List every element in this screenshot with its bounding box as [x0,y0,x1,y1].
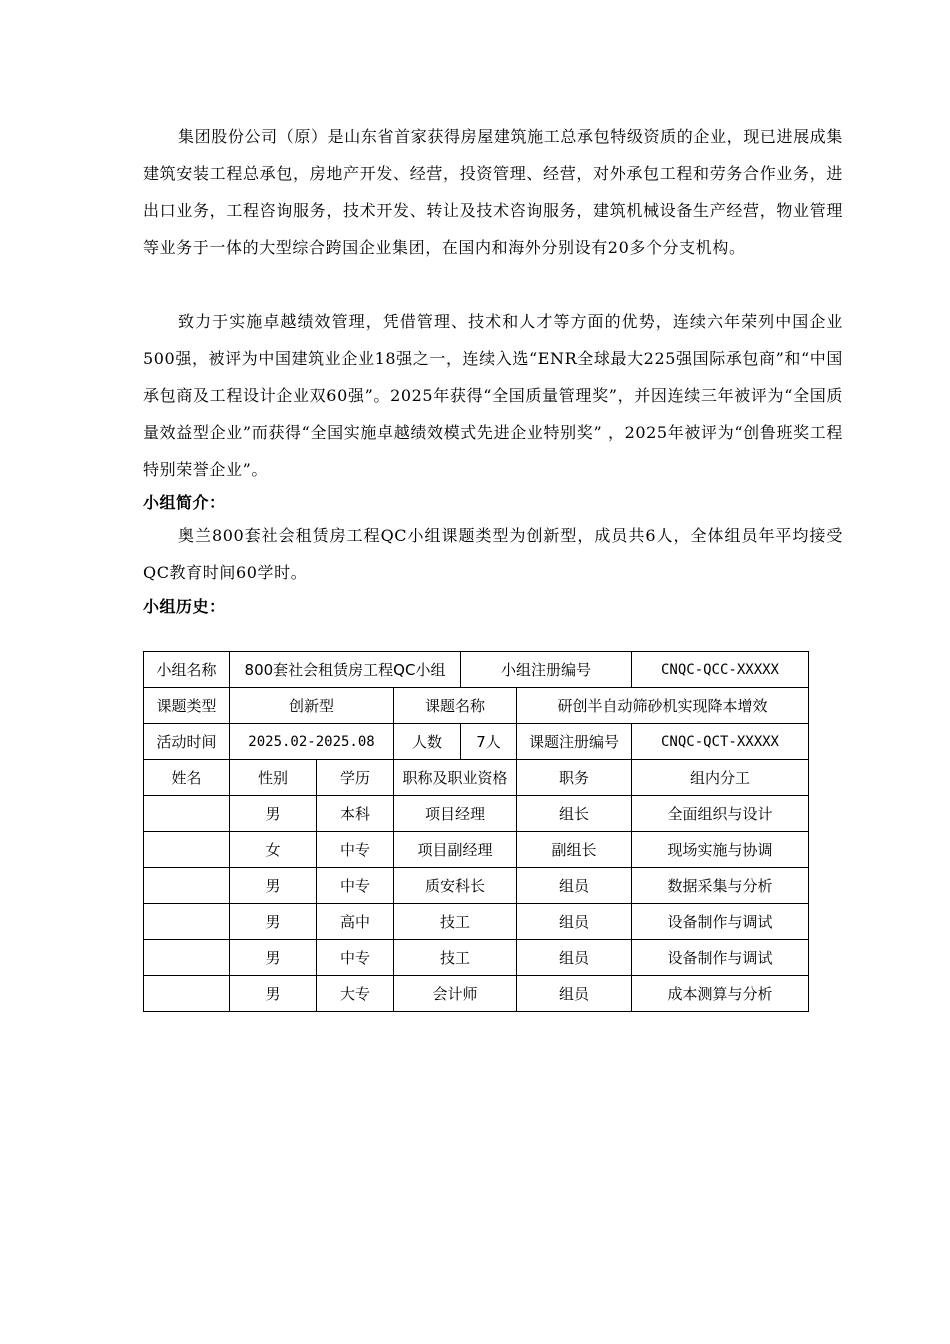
value-topic-type: 创新型 [230,688,394,724]
member-title: 会计师 [394,976,517,1012]
member-gender: 男 [230,940,317,976]
member-role: 现场实施与协调 [632,832,809,868]
label-member-count: 人数 [394,724,461,760]
member-role: 设备制作与调试 [632,940,809,976]
company-intro-paragraph-2: 致力于实施卓越绩效管理，凭借管理、技术和人才等方面的优势，连续六年荣列中国企业500强，被评为中国建筑业企业18强之一，连续入选“ENR全球最大225强国际承包商”和“中国承包商及工程设计企业双60强”。2025年获得“全国质量管理奖”，并因连续三年被评为“全国质量效益型企业”而获得“全国实施卓越绩效模式先进企业特别奖” ，2025年被评为“创鲁班奖工程特别荣誉企业”。 [143,312,843,479]
member-title: 技工 [394,940,517,976]
value-topic-reg-no: CNQC-QCT-XXXXX [632,724,809,760]
member-header-row [144,760,809,796]
member-position: 组员 [517,904,632,940]
member-row [144,796,809,832]
member-name [144,940,230,976]
member-gender: 女 [230,832,317,868]
header-role: 组内分工 [632,760,809,796]
member-education: 高中 [317,904,394,940]
member-title: 质安科长 [394,868,517,904]
member-name [144,796,230,832]
member-position: 组长 [517,796,632,832]
header-name: 姓名 [144,760,230,796]
header-position: 职务 [517,760,632,796]
member-education: 中专 [317,868,394,904]
company-intro-paragraph-1: 集团股份公司（原）是山东省首家获得房屋建筑施工总承包特级资质的企业，现已进展成集建筑安装工程总承包，房地产开发、经营，投资管理、经营，对外承包工程和劳务合作业务，进出口业务，工程咨询服务，技术开发、转让及技术咨询服务，建筑机械设备生产经营，物业管理等业务于一体的大型综合跨国企业集团，在国内和海外分别设有20多个分支机构。 [143,127,843,257]
table-row-period [144,724,809,760]
member-name [144,976,230,1012]
member-position: 组员 [517,940,632,976]
member-row [144,904,809,940]
member-gender: 男 [230,976,317,1012]
member-education: 本科 [317,796,394,832]
header-education: 学历 [317,760,394,796]
table-row-group-name [144,652,809,688]
member-role: 设备制作与调试 [632,904,809,940]
member-title: 项目副经理 [394,832,517,868]
member-position: 组员 [517,868,632,904]
member-role: 数据采集与分析 [632,868,809,904]
label-topic-type: 课题类型 [144,688,230,724]
value-member-count: 7人 [461,724,517,760]
member-title: 项目经理 [394,796,517,832]
member-row [144,940,809,976]
member-name [144,832,230,868]
label-topic-reg-no: 课题注册编号 [517,724,632,760]
header-gender: 性别 [230,760,317,796]
member-education: 中专 [317,832,394,868]
label-period: 活动时间 [144,724,230,760]
member-title: 技工 [394,904,517,940]
member-name [144,868,230,904]
member-row [144,976,809,1012]
value-group-reg-no: CNQC-QCC-XXXXX [632,652,809,688]
member-row [144,832,809,868]
member-role: 成本测算与分析 [632,976,809,1012]
member-gender: 男 [230,796,317,832]
label-group-reg-no: 小组注册编号 [461,652,632,688]
member-name [144,904,230,940]
member-role: 全面组织与设计 [632,796,809,832]
member-position: 组员 [517,976,632,1012]
table-row-topic [144,688,809,724]
member-gender: 男 [230,904,317,940]
group-intro-text: 奥兰800套社会租赁房工程QC小组课题类型为创新型，成员共6人，全体组员年平均接受QC教育时间60学时。 [143,526,843,582]
value-group-name: 800套社会租赁房工程QC小组 [230,652,461,688]
label-group-name: 小组名称 [144,652,230,688]
group-history-heading: 小组历史： [143,597,226,616]
member-education: 中专 [317,940,394,976]
group-info-table [143,651,809,1012]
value-topic-name: 研创半自动筛砂机实现降本增效 [517,688,809,724]
member-row [144,868,809,904]
member-education: 大专 [317,976,394,1012]
value-period: 2025.02-2025.08 [230,724,394,760]
member-gender: 男 [230,868,317,904]
header-title: 职称及职业资格 [394,760,517,796]
group-intro-heading: 小组简介： [143,493,226,512]
member-position: 副组长 [517,832,632,868]
label-topic-name: 课题名称 [394,688,517,724]
